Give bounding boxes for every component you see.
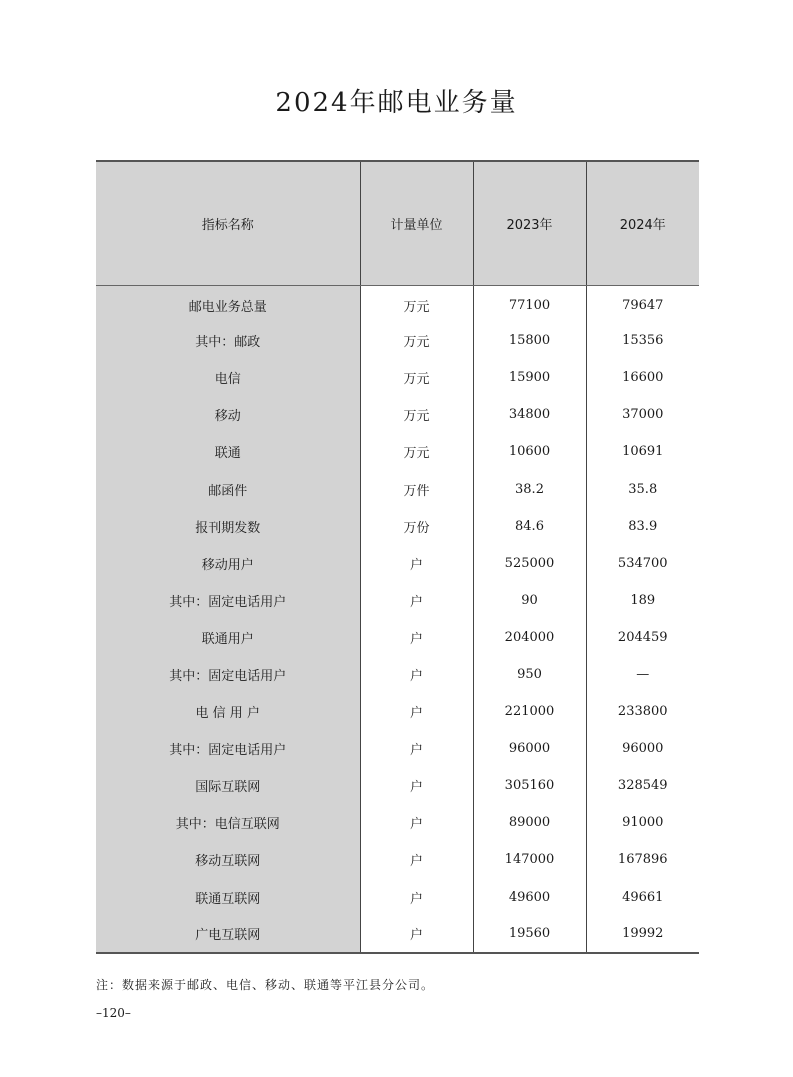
column-header-2024: 2024年 <box>586 161 699 285</box>
column-header-unit: 计量单位 <box>360 161 473 285</box>
indicator-cell: 移动用户 <box>96 545 360 582</box>
value-2023-cell: 84.6 <box>473 508 586 545</box>
indicator-cell: 电信 <box>96 359 360 396</box>
unit-cell: 户 <box>360 582 473 619</box>
table-row <box>96 396 699 433</box>
table-row <box>96 433 699 470</box>
unit-cell: 户 <box>360 841 473 878</box>
data-table <box>96 160 699 954</box>
value-2024-cell: 328549 <box>586 767 699 804</box>
page-number: –120– <box>96 1006 131 1020</box>
indicator-cell: 其中：固定电话用户 <box>96 582 360 619</box>
indicator-cell: 移动 <box>96 396 360 433</box>
unit-cell: 户 <box>360 545 473 582</box>
value-2023-cell: 10600 <box>473 433 586 470</box>
value-2024-cell: 96000 <box>586 730 699 767</box>
table-row <box>96 916 699 953</box>
value-2024-cell: 233800 <box>586 693 699 730</box>
value-2024-cell: — <box>586 656 699 693</box>
unit-cell: 万元 <box>360 322 473 359</box>
value-2024-cell: 16600 <box>586 359 699 396</box>
value-2024-cell: 167896 <box>586 841 699 878</box>
value-2024-cell: 79647 <box>586 285 699 322</box>
table-row <box>96 508 699 545</box>
table-row <box>96 656 699 693</box>
table-row <box>96 767 699 804</box>
value-2023-cell: 49600 <box>473 879 586 916</box>
value-2023-cell: 15900 <box>473 359 586 396</box>
value-2024-cell: 534700 <box>586 545 699 582</box>
unit-cell: 万元 <box>360 433 473 470</box>
indicator-cell: 邮函件 <box>96 470 360 507</box>
indicator-cell: 联通互联网 <box>96 879 360 916</box>
column-header-2023: 2023年 <box>473 161 586 285</box>
table-row <box>96 582 699 619</box>
indicator-cell: 其中：固定电话用户 <box>96 656 360 693</box>
value-2024-cell: 189 <box>586 582 699 619</box>
unit-cell: 万份 <box>360 508 473 545</box>
indicator-cell: 联通 <box>96 433 360 470</box>
value-2023-cell: 525000 <box>473 545 586 582</box>
value-2024-cell: 35.8 <box>586 470 699 507</box>
unit-cell: 户 <box>360 730 473 767</box>
value-2023-cell: 77100 <box>473 285 586 322</box>
value-2023-cell: 950 <box>473 656 586 693</box>
value-2023-cell: 305160 <box>473 767 586 804</box>
page-title: 2024年邮电业务量 <box>275 88 518 118</box>
unit-cell: 户 <box>360 656 473 693</box>
value-2024-cell: 19992 <box>586 916 699 953</box>
indicator-cell: 广电互联网 <box>96 916 360 953</box>
indicator-cell: 其中：固定电话用户 <box>96 730 360 767</box>
table-row <box>96 470 699 507</box>
value-2024-cell: 83.9 <box>586 508 699 545</box>
data-table-container <box>96 160 699 954</box>
table-row <box>96 359 699 396</box>
indicator-cell: 电 信 用 户 <box>96 693 360 730</box>
value-2023-cell: 89000 <box>473 804 586 841</box>
indicator-cell: 报刊期发数 <box>96 508 360 545</box>
indicator-cell: 其中：电信互联网 <box>96 804 360 841</box>
unit-cell: 户 <box>360 767 473 804</box>
source-note: 注：数据来源于邮政、电信、移动、联通等平江县分公司。 <box>96 978 435 992</box>
unit-cell: 万件 <box>360 470 473 507</box>
unit-cell: 万元 <box>360 285 473 322</box>
table-row <box>96 879 699 916</box>
table-row <box>96 841 699 878</box>
indicator-cell: 国际互联网 <box>96 767 360 804</box>
value-2023-cell: 147000 <box>473 841 586 878</box>
table-row <box>96 804 699 841</box>
table-body <box>96 285 699 953</box>
value-2024-cell: 91000 <box>586 804 699 841</box>
unit-cell: 户 <box>360 619 473 656</box>
value-2024-cell: 10691 <box>586 433 699 470</box>
value-2024-cell: 15356 <box>586 322 699 359</box>
unit-cell: 万元 <box>360 396 473 433</box>
table-row <box>96 322 699 359</box>
value-2024-cell: 49661 <box>586 879 699 916</box>
value-2024-cell: 204459 <box>586 619 699 656</box>
table-header-row <box>96 161 699 285</box>
indicator-cell: 移动互联网 <box>96 841 360 878</box>
indicator-cell: 邮电业务总量 <box>96 285 360 322</box>
unit-cell: 户 <box>360 879 473 916</box>
table-row <box>96 619 699 656</box>
value-2023-cell: 15800 <box>473 322 586 359</box>
value-2023-cell: 90 <box>473 582 586 619</box>
column-header-indicator: 指标名称 <box>96 161 360 285</box>
value-2023-cell: 96000 <box>473 730 586 767</box>
unit-cell: 户 <box>360 693 473 730</box>
value-2023-cell: 34800 <box>473 396 586 433</box>
table-row <box>96 285 699 322</box>
indicator-cell: 联通用户 <box>96 619 360 656</box>
table-row <box>96 693 699 730</box>
unit-cell: 户 <box>360 916 473 953</box>
value-2023-cell: 204000 <box>473 619 586 656</box>
value-2023-cell: 19560 <box>473 916 586 953</box>
value-2024-cell: 37000 <box>586 396 699 433</box>
table-row <box>96 730 699 767</box>
unit-cell: 户 <box>360 804 473 841</box>
value-2023-cell: 38.2 <box>473 470 586 507</box>
value-2023-cell: 221000 <box>473 693 586 730</box>
unit-cell: 万元 <box>360 359 473 396</box>
indicator-cell: 其中：邮政 <box>96 322 360 359</box>
table-row <box>96 545 699 582</box>
